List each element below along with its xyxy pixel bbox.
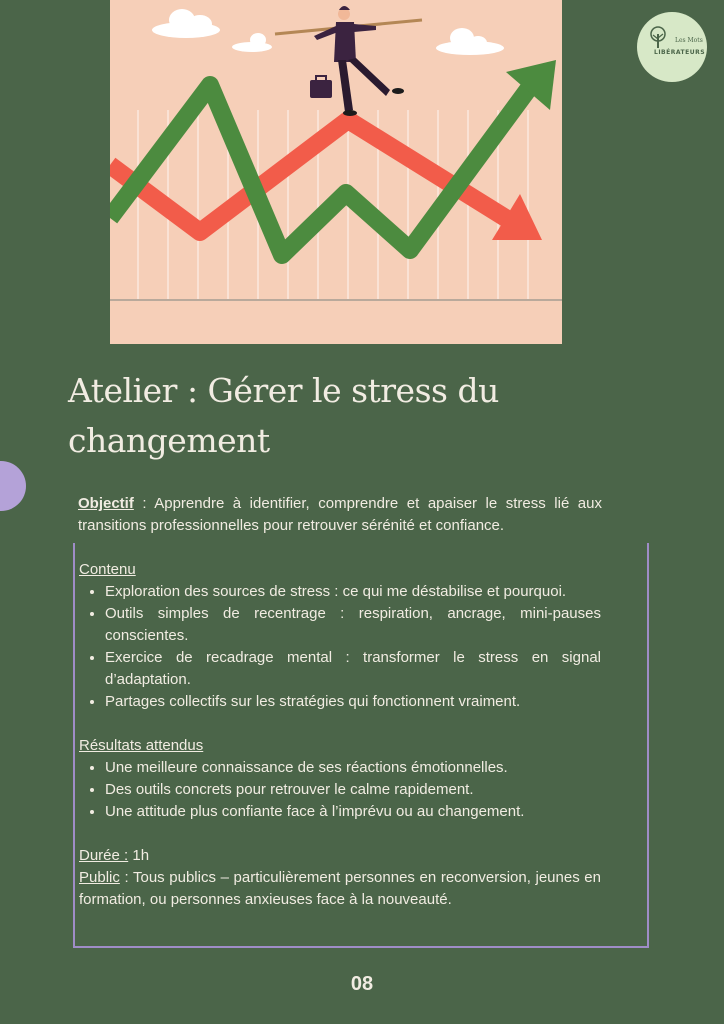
objective-paragraph xyxy=(78,493,602,537)
list-item: • Une meilleure connaissance de ses réactions émotionnelles. xyxy=(105,757,601,779)
list-item: • Exploration des sources de stress : ce qui me déstabilise et pourquoi. xyxy=(105,581,601,603)
briefcase-icon xyxy=(310,76,332,98)
list-item: • Des outils concrets pour retrouver le calme rapidement. xyxy=(105,779,601,801)
page-title: Atelier : Gérer le stress du changement xyxy=(68,371,499,460)
contenu-list xyxy=(79,581,601,713)
decorative-circle xyxy=(0,461,26,511)
duree-value: 1h xyxy=(128,847,150,864)
list-item: • Exercice de recadrage mental : transformer le stress en signal d’adaptation. xyxy=(105,647,601,691)
public-text: : Tous publics – particulièrement personnes en reconversion, jeunes en formation, ou personnes anxieuses face à la nouveauté. xyxy=(79,869,601,908)
public-line xyxy=(79,867,601,911)
logo-text-top: Les Mots xyxy=(675,37,703,44)
list-item: • Outils simples de recentrage : respiration, ancrage, mini-pauses conscientes. xyxy=(105,603,601,647)
details-card xyxy=(73,543,649,948)
public-label: Public xyxy=(79,869,120,886)
objective-label: Objectif xyxy=(78,495,134,512)
brand-logo xyxy=(637,12,707,82)
cloud-icon xyxy=(152,9,220,38)
logo-text-main: LIBÉRATEURS xyxy=(654,49,706,56)
resultats-list xyxy=(79,757,601,823)
duree-line xyxy=(79,845,601,867)
page-number: 08 xyxy=(350,973,374,995)
contenu-heading: Contenu xyxy=(79,561,136,578)
duree-label: Durée : xyxy=(79,847,129,864)
list-item: • Partages collectifs sur les stratégies qui fonctionnent vraiment. xyxy=(105,691,601,713)
objective-text: : Apprendre à identifier, comprendre et apaiser le stress lié aux transitions professionnelles pour retrouver sérénité et confiance. xyxy=(78,495,602,534)
tightrope-walker-icon xyxy=(275,6,422,116)
hero-illustration xyxy=(110,0,562,344)
list-item: • Une attitude plus confiante face à l’imprévu ou au changement. xyxy=(105,801,601,823)
resultats-heading: Résultats attendus xyxy=(79,737,204,754)
tree-icon xyxy=(647,26,669,50)
